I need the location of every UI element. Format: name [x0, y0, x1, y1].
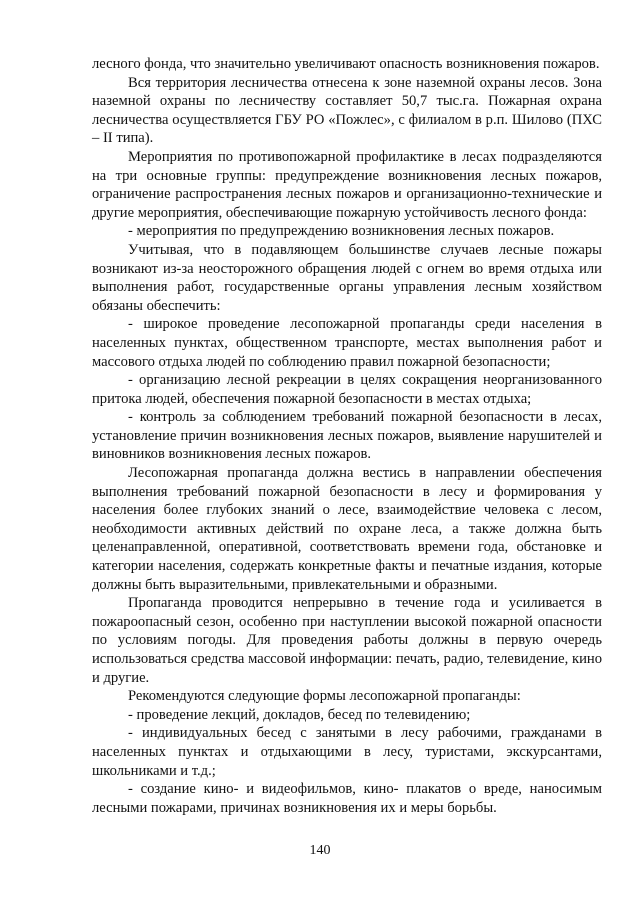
paragraph-14: - создание кино- и видеофильмов, кино- плакатов о вреде, наносимым лесными пожарами, причинах возникновения их и меры борьбы.	[92, 781, 602, 816]
document-body	[92, 55, 602, 817]
paragraph-1: лесного фонда, что значительно увеличивают опасность возникновения пожаров.	[92, 56, 600, 72]
paragraph-12: - проведение лекций, докладов, бесед по телевидению;	[128, 706, 471, 723]
paragraph-4: - мероприятия по предупреждению возникновения лесных пожаров.	[128, 223, 555, 240]
paragraph-3: Мероприятия по противопожарной профилактике в лесах подразделяются на три основные группы: предупреждение возникновения лесных пожаров, ограничение распространения лесных пожаров и организационно-технические и другие мероприятия, обеспечивающие пожарную устойчивость лесного фонда:	[92, 148, 602, 221]
page-number: 140	[309, 843, 331, 858]
paragraph-5: Учитывая, что в подавляющем большинстве случаев лесные пожары возникают из-за неосторожного обращения людей с огнем во время отдыха или выполнения работ, государственные органы управления лесным хозяйством обязаны обеспечить:	[92, 241, 602, 314]
paragraph-6: - широкое проведение лесопожарной пропаганды среди населения в населенных пунктах, общественном транспорте, местах выполнения работ и массового отдыха людей по соблюдению правил пожарной безопасности;	[92, 316, 602, 370]
paragraph-11: Рекомендуются следующие формы лесопожарной пропаганды:	[128, 688, 521, 705]
paragraph-2: Вся территория лесничества отнесена к зоне наземной охраны лесов. Зона наземной охраны по лесничеству составляет 50,7 тыс.га. Пожарная охрана лесничества осуществляется ГБУ РО «Пожлес», с филиалом в р.п. Шилово (ПХС – II типа).	[92, 74, 602, 147]
paragraph-10: Пропаганда проводится непрерывно в течение года и усиливается в пожароопасный сезон, особенно при наступлении высокой пожарной опасности по условиям погоды. Для проведения работы должны в первую очередь использоваться средства массовой информации: печать, радио, телевидение, кино и другие.	[92, 595, 602, 686]
paragraph-9: Лесопожарная пропаганда должна вестись в направлении обеспечения выполнения требований пожарной безопасности в лесу и формирования у населения более глубоких знаний о лесе, взаимодействие человека с лесом, необходимости активных действий по охране леса, а также должна быть целенаправленной, оперативной, соответствовать времени года, обстановке и категории населения, содержать конкретные факты и печатные издания, которые должны быть выразительными, привлекательными и образными.	[92, 465, 602, 593]
paragraph-8: - контроль за соблюдением требований пожарной безопасности в лесах, установление причин возникновения лесных пожаров, выявление нарушителей и виновников возникновения лесных пожаров.	[92, 409, 602, 463]
paragraph-7: - организацию лесной рекреации в целях сокращения неорганизованного притока людей, обеспечения пожарной безопасности в местах отдыха;	[92, 372, 602, 407]
paragraph-13: - индивидуальных бесед с занятыми в лесу рабочими, гражданами в населенных пунктах и отдыхающими в лесу, туристами, экскурсантами, школьниками и т.д.;	[92, 725, 602, 779]
